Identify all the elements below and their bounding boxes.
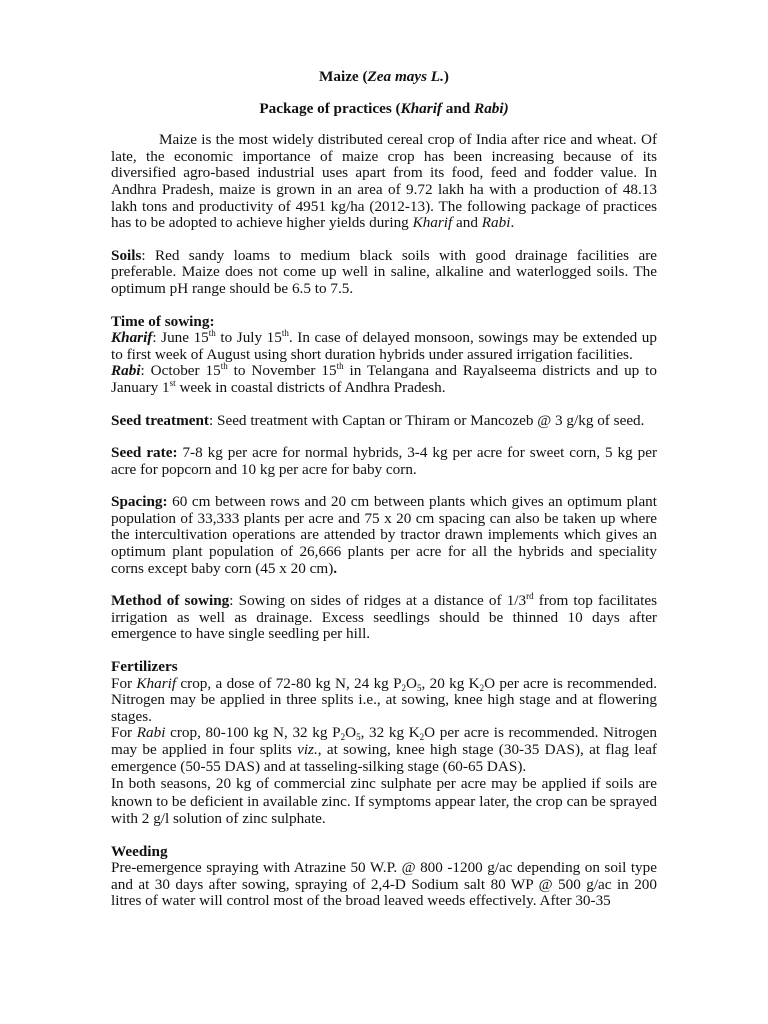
- kharif-fert-a: For: [111, 674, 137, 692]
- method-text-a: : Sowing on sides of ridges at a distance of 1/3: [229, 592, 527, 610]
- rabi-fert-c: O: [345, 724, 357, 742]
- seed-rate-label: Seed rate:: [111, 444, 178, 462]
- rabi-fert-a: For: [111, 724, 137, 742]
- seed-treatment-text: : Seed treatment with Captan or Thiram or Mancozeb @ 3 g/kg of seed.: [208, 411, 645, 429]
- method-label: Method of sowing: [111, 592, 230, 610]
- method-paragraph: [111, 593, 657, 643]
- rabi-fertilizer-paragraph: [111, 725, 657, 775]
- kharif-text-b: to July 15: [215, 329, 282, 347]
- rabi-text-a: : October 15: [140, 362, 221, 380]
- seed-rate-text: 7-8 kg per acre for normal hybrids, 3-4 kg per acre for sweet corn, 5 kg per acre for popcorn and 10 kg per acre for baby corn.: [111, 444, 657, 478]
- kharif-fert-italic: Kharif: [136, 674, 177, 692]
- rabi-fert-italic: Rabi: [136, 724, 166, 742]
- seed-rate-paragraph: [111, 445, 657, 478]
- method-text-b: from top facilitates irrigation as well as drainage. Excess seedlings should be thinned 10 days after emergence to have single seedling per hill.: [111, 592, 657, 643]
- kharif-sup-1: th: [208, 328, 216, 339]
- rabi-sup-3: st: [169, 377, 176, 388]
- method-sup: rd: [526, 591, 534, 602]
- title-suffix: ): [443, 68, 449, 85]
- document-subtitle: [111, 101, 657, 118]
- soils-paragraph: [111, 248, 657, 298]
- seed-treatment-label: Seed treatment: [111, 411, 209, 429]
- rabi-fert-e: O per acre is recommended. Nitrogen may be applied in four splits: [111, 724, 658, 758]
- kharif-sowing-paragraph: [111, 330, 657, 363]
- intro-and: and: [452, 214, 482, 232]
- fertilizers-heading: Fertilizers: [111, 658, 178, 676]
- spacing-text: 60 cm between rows and 20 cm between plants which gives an optimum plant population of 33,333 plants per acre and 75 x 20 cm spacing can also be taken up where the intercultivation operations are attended by tractor drawn implements which gives an optimum plant population of 26,666 plants per acre for all the hybrids and speciality corns except baby corn (45 x 20 cm): [111, 493, 657, 577]
- weeding-heading: Weeding: [111, 842, 168, 860]
- kharif-text-c: . In case of delayed monsoon, sowings may be extended up to first week of August using short duration hybrids under assured irrigation facilities.: [111, 329, 657, 363]
- soils-label: Soils: [111, 246, 142, 264]
- kharif-fert-b: crop, a dose of 72-80 kg N, 24 kg P: [176, 674, 402, 692]
- rabi-sup-2: th: [336, 361, 344, 372]
- intro-text: Maize is the most widely distributed cereal crop of India after rice and wheat. Of late, the economic importance of maize crop has been increasing because of its diversified agro-based industrial uses apart from its food, feed and fodder value. In Andhra Pradesh, maize is grown in an area of 9.72 lakh ha with a production of 48.13 lakh tons and productivity of 4951 kg/ha (2012-13). The following package of practices has to be adopted to achieve higher yields during: [111, 131, 657, 232]
- fertilizers-section: [111, 659, 657, 828]
- intro-kharif: Kharif: [412, 214, 453, 232]
- intro-paragraph: [111, 132, 657, 232]
- kharif-label: Kharif: [111, 329, 153, 347]
- rabi-fert-sub-2: 5: [356, 732, 361, 743]
- kharif-fertilizer-paragraph: [111, 676, 657, 726]
- rabi-text-d: week in coastal districts of Andhra Pradesh.: [175, 378, 446, 396]
- title-prefix: Maize (: [319, 68, 368, 85]
- kharif-text-a: : June 15: [152, 329, 209, 347]
- sowing-time-section: [111, 314, 657, 397]
- rabi-sowing-paragraph: [111, 363, 657, 396]
- kharif-fert-d: , 20 kg K: [421, 674, 480, 692]
- spacing-label: Spacing:: [111, 493, 168, 511]
- intro-end: .: [510, 214, 515, 232]
- weeding-section: [111, 844, 657, 910]
- rabi-fert-d: , 32 kg K: [360, 724, 420, 742]
- kharif-fert-e: O per acre is recommended. Nitrogen may be applied in three splits i.e., at sowing, knee high stage and at flowering stages.: [111, 674, 657, 725]
- rabi-sup-1: th: [220, 361, 228, 372]
- document-title: [111, 69, 657, 86]
- kharif-fert-sub-3: 2: [479, 682, 485, 693]
- rabi-text-c: in Telangana and Rayalseema districts and up to January 1: [111, 362, 657, 396]
- kharif-sup-2: th: [281, 328, 289, 339]
- subtitle-prefix: Package of practices (: [259, 99, 401, 117]
- document-page: [111, 58, 657, 910]
- kharif-fert-c: O: [406, 674, 417, 692]
- subtitle-middle: and: [441, 99, 475, 117]
- rabi-text-b: to November 15: [227, 362, 337, 380]
- soils-text: : Red sandy loams to medium black soils with good drainage facilities are preferable. Maize does not come up well in saline, alkaline and waterlogged soils. The optimum pH range should be 6.5 to 7.5.: [111, 246, 657, 297]
- rabi-fert-sub-1: 2: [340, 732, 346, 743]
- seed-treatment-paragraph: [111, 413, 657, 430]
- rabi-fert-b: crop, 80-100 kg N, 32 kg P: [165, 724, 341, 742]
- kharif-fert-sub-2: 5: [417, 682, 422, 693]
- subtitle-rabi: Rabi): [474, 99, 509, 117]
- rabi-label: Rabi: [111, 362, 141, 380]
- sowing-time-heading: Time of sowing:: [111, 312, 215, 330]
- spacing-end: .: [333, 559, 338, 577]
- weeding-paragraph: Pre-emergence spraying with Atrazine 50 W.P. @ 800 -1200 g/ac depending on soil type and at 30 days after sowing, spraying of 2,4-D Sodium salt 80 WP @ 500 g/ac in 200 litres of water will control most of the broad leaved weeds effectively. After 30-35: [111, 859, 657, 910]
- rabi-fert-viz: viz.: [297, 741, 318, 758]
- subtitle-kharif: Kharif: [400, 99, 442, 117]
- rabi-fert-f: , at sowing, knee high stage (30-35 DAS), at flag leaf emergence (50-55 DAS) and at tasseling-silking stage (60-65 DAS).: [111, 741, 657, 775]
- spacing-paragraph: [111, 494, 657, 577]
- zinc-paragraph: In both seasons, 20 kg of commercial zinc sulphate per acre may be applied if soils are known to be deficient in available zinc. If symptoms appear later, the crop can be sprayed with 2 g/l solution of zinc sulphate.: [111, 775, 657, 828]
- kharif-fert-sub-1: 2: [401, 682, 407, 693]
- intro-rabi: Rabi: [481, 214, 511, 232]
- title-italic: Zea mays L.: [367, 68, 444, 85]
- rabi-fert-sub-3: 2: [419, 732, 425, 743]
